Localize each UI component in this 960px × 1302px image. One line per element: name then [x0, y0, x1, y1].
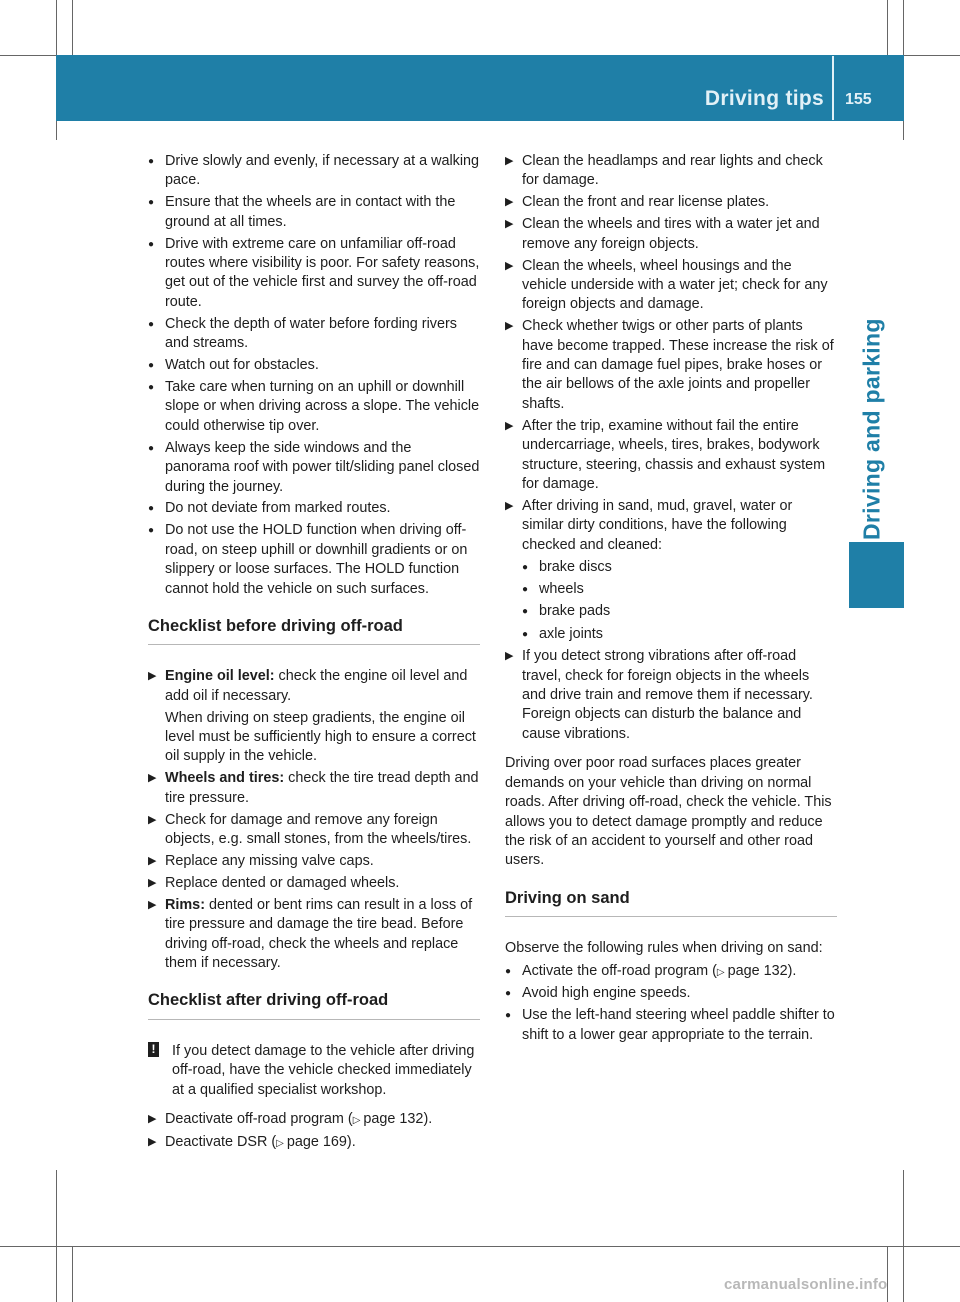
- step-note: When driving on steep gradients, the engine oil level must be sufficiently high to ensure a correct oil supply in the vehicle.: [165, 709, 476, 765]
- step-arrow-icon: ▶: [148, 813, 157, 826]
- bullet-icon: ●: [148, 156, 155, 167]
- step-item: ▶ After the trip, examine without fail the entire undercarriage, wheels, tires, brakes, bodywork structure, steering, chassis and exhaust system for damage.: [505, 417, 826, 492]
- intro-paragraph: Observe the following rules when driving on sand:: [505, 940, 823, 957]
- step-item: ▶ Clean the wheels and tires with a water jet and remove any foreign objects.: [505, 216, 820, 252]
- step-arrow-icon: ▶: [505, 259, 514, 272]
- right-column: [505, 152, 837, 1048]
- list-item: ● Drive with extreme care on unfamiliar off-road routes where visibility is poor. For safety reasons, get out of the vehicle first and survey the off-road route.: [148, 235, 480, 310]
- page-reference-link[interactable]: ▷ page 132: [717, 963, 788, 979]
- step-arrow-icon: ▶: [148, 772, 157, 785]
- bullet-icon: ●: [148, 238, 155, 250]
- list-item: ● Check the depth of water before fording rivers and streams.: [148, 315, 457, 352]
- list-item: ● Watch out for obstacles.: [148, 356, 480, 375]
- crop-mark: [887, 1246, 888, 1302]
- list-item: ● brake pads: [522, 602, 837, 621]
- sub-list: [505, 558, 837, 645]
- bullet-icon: ●: [522, 628, 529, 640]
- chapter-tab: [849, 542, 904, 608]
- list-item: ● Ensure that the wheels are in contact with the ground at all times.: [148, 194, 456, 230]
- list-item: ● Drive slowly and evenly, if necessary at a walking pace.: [148, 153, 480, 189]
- bullet-icon: ●: [522, 561, 529, 573]
- crop-mark: [72, 0, 73, 56]
- step-item: ▶ Rims: dented or bent rims can result in a loss of tire pressure and damage the tire bead. Before driving off-road, check the wheels and replace them if necessary.: [148, 896, 473, 972]
- step-item: ▶ After driving in sand, mud, gravel, water or similar dirty conditions, have the following checked and cleaned:: [505, 497, 793, 553]
- step-item: ▶ Deactivate off-road program (▷ page 132).: [148, 1110, 480, 1130]
- watermark: carmanualsonline.info: [724, 1276, 888, 1293]
- list-item: ● Take care when turning on an uphill or downhill slope or when driving across a slope. The vehicle could otherwise tip over.: [148, 378, 480, 434]
- bullet-icon: ●: [522, 606, 529, 618]
- body-paragraph: Driving over poor road surfaces places greater demands on your vehicle than driving on normal roads. After driving off-road, check the vehicle. This allows you to detect damage promptly and reduce the risk of an accident to yourself and other road users.: [505, 755, 832, 869]
- step-arrow-icon: ▶: [148, 855, 157, 867]
- step-arrow-icon: ▶: [148, 1135, 157, 1148]
- bullet-icon: ●: [522, 584, 529, 596]
- list-item: ● Use the left-hand steering wheel paddle shifter to shift to a lower gear appropriate to the terrain.: [505, 1007, 835, 1043]
- list-item: ● brake discs: [522, 558, 837, 577]
- crop-mark: [72, 1246, 73, 1302]
- step-arrow-icon: ▶: [148, 670, 157, 683]
- page-reference-link[interactable]: ▷ page 169: [276, 1134, 347, 1150]
- step-arrow-icon: ▶: [505, 218, 514, 231]
- bullet-icon: ●: [148, 525, 155, 537]
- heading-checklist-after: Checklist after driving off-road: [148, 991, 480, 1019]
- bullet-icon: ●: [148, 318, 155, 330]
- step-arrow-icon: ▶: [148, 876, 157, 889]
- step-item: ▶ Replace dented or damaged wheels.: [148, 874, 480, 893]
- step-arrow-icon: ▶: [148, 898, 157, 911]
- step-item: ▶ Clean the headlamps and rear lights and check for damage.: [505, 153, 823, 189]
- crop-mark: [903, 1170, 904, 1302]
- section-title: Driving tips: [704, 87, 824, 110]
- bullet-icon: ●: [505, 1010, 512, 1022]
- heading-driving-on-sand: Driving on sand: [505, 889, 837, 917]
- page-reference-link[interactable]: ▷ page 132: [353, 1111, 424, 1127]
- header-divider: [832, 56, 834, 120]
- heading-checklist-before: Checklist before driving off-road: [148, 617, 480, 645]
- step-arrow-icon: ▶: [148, 1113, 157, 1126]
- step-arrow-icon: ▶: [505, 419, 514, 432]
- step-item: ▶ Clean the front and rear license plates.: [505, 193, 837, 212]
- list-item: ● Activate the off-road program (▷ page 132).: [505, 962, 837, 982]
- left-column: [148, 152, 480, 1156]
- step-arrow-icon: ▶: [505, 155, 514, 167]
- list-item: ● Do not use the HOLD function when driving off-road, on steep uphill or downhill gradients or on slippery or loose surfaces. The HOLD function cannot hold the vehicle on such surfaces.: [148, 522, 468, 597]
- step-item: ▶ Wheels and tires: check the tire tread depth and tire pressure.: [148, 770, 479, 806]
- bullet-icon: ●: [148, 381, 155, 393]
- list-item: ● Do not deviate from marked routes.: [148, 499, 480, 518]
- step-item: ▶ Clean the wheels, wheel housings and the vehicle underside with a water jet; check for any foreign objects and damage.: [505, 257, 828, 313]
- bullet-icon: ●: [148, 503, 155, 515]
- list-item: ● wheels: [522, 580, 837, 599]
- step-item: ▶ Replace any missing valve caps.: [148, 852, 480, 871]
- bullet-icon: ●: [148, 360, 155, 372]
- step-item: ▶ If you detect strong vibrations after off-road travel, check for foreign objects in the wheels and drive train and remove them if necessary. Foreign objects can disturb the balance and cause vibrations.: [505, 648, 813, 742]
- step-arrow-icon: ▶: [505, 499, 514, 512]
- step-arrow-icon: ▶: [505, 650, 514, 663]
- bullet-icon: ●: [505, 965, 512, 977]
- step-item: ▶ Engine oil level: check the engine oil level and add oil if necessary.: [148, 668, 468, 704]
- bullet-icon: ●: [505, 988, 512, 1000]
- list-item: ● Always keep the side windows and the panorama roof with power tilt/sliding panel closed during the journey.: [148, 439, 480, 495]
- bullet-icon: ●: [148, 197, 155, 209]
- list-item: ● axle joints: [522, 625, 837, 644]
- crop-mark: [887, 0, 888, 56]
- crop-mark: [56, 1170, 57, 1302]
- warning-note: ! If you detect damage to the vehicle after driving off-road, have the vehicle checked immediately at a qualified specialist workshop.: [148, 1042, 480, 1100]
- step-item: ▶ Check for damage and remove any foreign objects, e.g. small stones, from the wheels/tires.: [148, 811, 472, 848]
- bullet-icon: ●: [148, 442, 155, 454]
- step-arrow-icon: ▶: [505, 196, 514, 209]
- warning-icon: !: [148, 1042, 159, 1057]
- step-item: ▶ Deactivate DSR (▷ page 169).: [148, 1133, 480, 1153]
- list-item: ● Avoid high engine speeds.: [505, 984, 837, 1003]
- crop-mark: [0, 1246, 960, 1247]
- step-arrow-icon: ▶: [505, 320, 514, 333]
- step-item: ▶ Check whether twigs or other parts of plants have become trapped. These increase the risk of fire and can damage fuel pipes, brake hoses or the air bellows of the axle joints and propeller shafts.: [505, 318, 834, 412]
- page-number: 155: [845, 91, 872, 108]
- chapter-label: Driving and parking: [858, 318, 885, 541]
